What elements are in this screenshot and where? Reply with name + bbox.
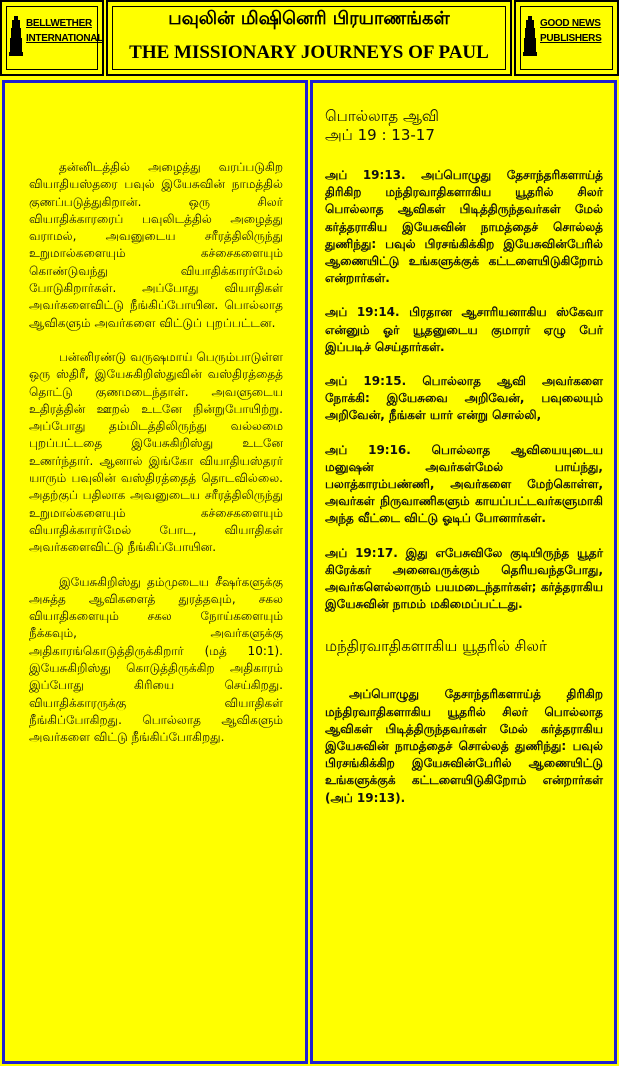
- title-box: [106, 0, 512, 76]
- good-news-logo-line1: GOOD NEWS: [540, 18, 601, 29]
- bellwether-logo: [0, 0, 104, 76]
- bellwether-sheep-icon: [8, 14, 24, 58]
- left-column: [2, 80, 308, 1064]
- good-news-publishers-icon: [522, 14, 538, 58]
- bellwether-logo-line2: INTERNATIONAL: [26, 33, 104, 44]
- title-english: THE MISSIONARY JOURNEYS OF PAUL: [129, 42, 489, 63]
- good-news-logo: [514, 0, 619, 76]
- closing-paragraph: அப்பொழுது தேசாந்தரிகளாய்த் திரிகிற மந்திரவாதிகளாகிய யூதரில் சிலர் பொல்லாத ஆவிகள் பிடித்திருந்தவர்கள் மேல் கர்த்தராகிய இயேசுவின் நாமத்தைச் சொல்லத் துணிந்து: பவுல் பிரசங்கிக்கிற இயேசுவின்பேரில் ஆணையிட்டு உங்களுக்குக் கட்டளையிடுகிறோம் என்றார்கள் (அப் 19:13).: [325, 687, 603, 805]
- good-news-logo-line2: PUBLISHERS: [540, 33, 602, 44]
- section-reference: அப் 19 : 13-17: [325, 126, 435, 144]
- title-tamil: பவுலின் மிஷினெரி பிரயாணங்கள்: [168, 8, 450, 29]
- right-column: [310, 80, 617, 1064]
- right-column-text: [325, 107, 603, 807]
- verse-19-17: அப் 19:17. இது எபேசுவிலே குடியிருந்த யூதர் கிரேக்கர் அனைவருக்கும் தெரியவந்தபோது, அவர்களெல்லாரும் பயமடைந்தார்கள்; கர்த்தராகிய இயேசுவின் நாமம் மகிமைப்பட்டது.: [325, 545, 603, 612]
- header: [0, 0, 619, 80]
- verse-19-15: அப் 19:15. பொல்லாத ஆவி அவர்களை நோக்கி: இயேசுவை அறிவேன், பவுலையும் அறிவேன், நீங்கள் யார் என்று சொல்லி,: [325, 374, 603, 423]
- section-heading: பொல்லாத ஆவி: [325, 107, 439, 125]
- left-paragraph-3: இயேசுகிறிஸ்து தம்முடைய சீஷர்களுக்கு அசுத்த ஆவிகளைத் துரத்தவும், சகல வியாதிகளையும் சகல நோய்களையும் நீக்கவும், அவர்களுக்கு அதிகாரங்கொடுத்திருக்கிறார் (மத் 10:1). இயேசுகிறிஸ்து கொடுத்திருக்கிற அதிகாரம் இப்போது கிரியை செய்கிறது. வியாதிக்காரருக்கு வியாதிகள் நீங்கிப்போகிறது. பொல்லாத ஆவிகளும் அவர்களை விட்டு நீங்கிப்போகிறது.: [29, 574, 283, 745]
- left-column-text: [29, 159, 283, 747]
- subheading: மந்திரவாதிகளாகிய யூதரில் சிலர்: [325, 637, 547, 656]
- left-paragraph-1: தன்னிடத்தில் அழைத்து வரப்படுகிற வியாதியஸ்தரை பவுல் இயேசுவின் நாமத்தில் குணப்படுத்துகிறான். ஒரு சிலர் வியாதிக்காரரைப் பவுலிடத்தில் அழைத்து வராமல், அவனுடைய சரீரத்திலிருந்து உறுமால்களையும் கச்சைகளையும் கொண்டுவந்து வியாதிக்காரர்மேல் போடுகிறார்கள். அப்போது வியாதிகள் அவர்களைவிட்டு நீங்கிப்போயின. பொல்லாத ஆவிகளும் அவர்களை விட்டுப் புறப்பட்டன.: [29, 160, 283, 330]
- verse-19-16: அப் 19:16. பொல்லாத ஆவியையுடைய மனுஷன் அவர்கள்மேல் பாய்ந்து, பலாத்காரம்பண்ணி, அவர்களை மேற்கொள்ள, அவர்கள் நிருவாணிகளும் காயப்பட்டவர்களுமாகி அந்த வீட்டை விட்டு ஓடிப் போனார்கள்.: [325, 442, 603, 526]
- verse-19-13: அப் 19:13. அப்பொழுது தேசாந்தரிகளாய்த் திரிகிற மந்திரவாதிகளாகிய யூதரில் சிலர் பொல்லாத ஆவிகள் பிடித்திருந்தவர்கள் மேல் கர்த்தராகிய இயேசுவின் நாமத்தைச் சொல்லத் துணிந்து: பவுல் பிரசங்கிக்கிற இயேசுவின்பேரில் ஆணையிட்டு உங்களுக்குக் கட்டளையிடுகிறோம் என்றார்கள்.: [325, 168, 603, 286]
- verse-19-14: அப் 19:14. பிரதான ஆசாரியனாகிய ஸ்கேவா என்னும் ஓர் யூதனுடைய குமாரர் ஏழு பேர் இப்படிச் செய்தார்கள்.: [325, 305, 603, 354]
- good-news-logo-text: [540, 16, 601, 46]
- left-paragraph-2: பன்னிரண்டு வருஷமாய் பெரும்பாடுள்ள ஒரு ஸ்திரீ, இயேசுகிறிஸ்துவின் வஸ்திரத்தைத் தொட்டு குணமடைந்தாள். அவளுடைய உதிரத்தின் ஊறல் உடனே நின்றுபோயிற்று. அப்போது தம்மிடத்திலிருந்து வல்லமை புறப்பட்டதை இயேசுகிறிஸ்து உடனே உணர்ந்தார். ஆனால் இங்கோ வியாதியஸ்தரர் யாரும் பவுலின் வஸ்திரத்தைத் தொடவில்லை. அதற்குப் பதிலாக அவனுடைய சரீரத்திலிருந்து உறுமால்களையும் கச்சைகளையும் வியாதிக்காரர்மேல் போட, வியாதிகள் அவர்களைவிட்டு நீங்கிப்போயின.: [29, 349, 283, 555]
- bellwether-logo-line1: BELLWETHER: [26, 18, 92, 29]
- bellwether-logo-text: [26, 16, 103, 46]
